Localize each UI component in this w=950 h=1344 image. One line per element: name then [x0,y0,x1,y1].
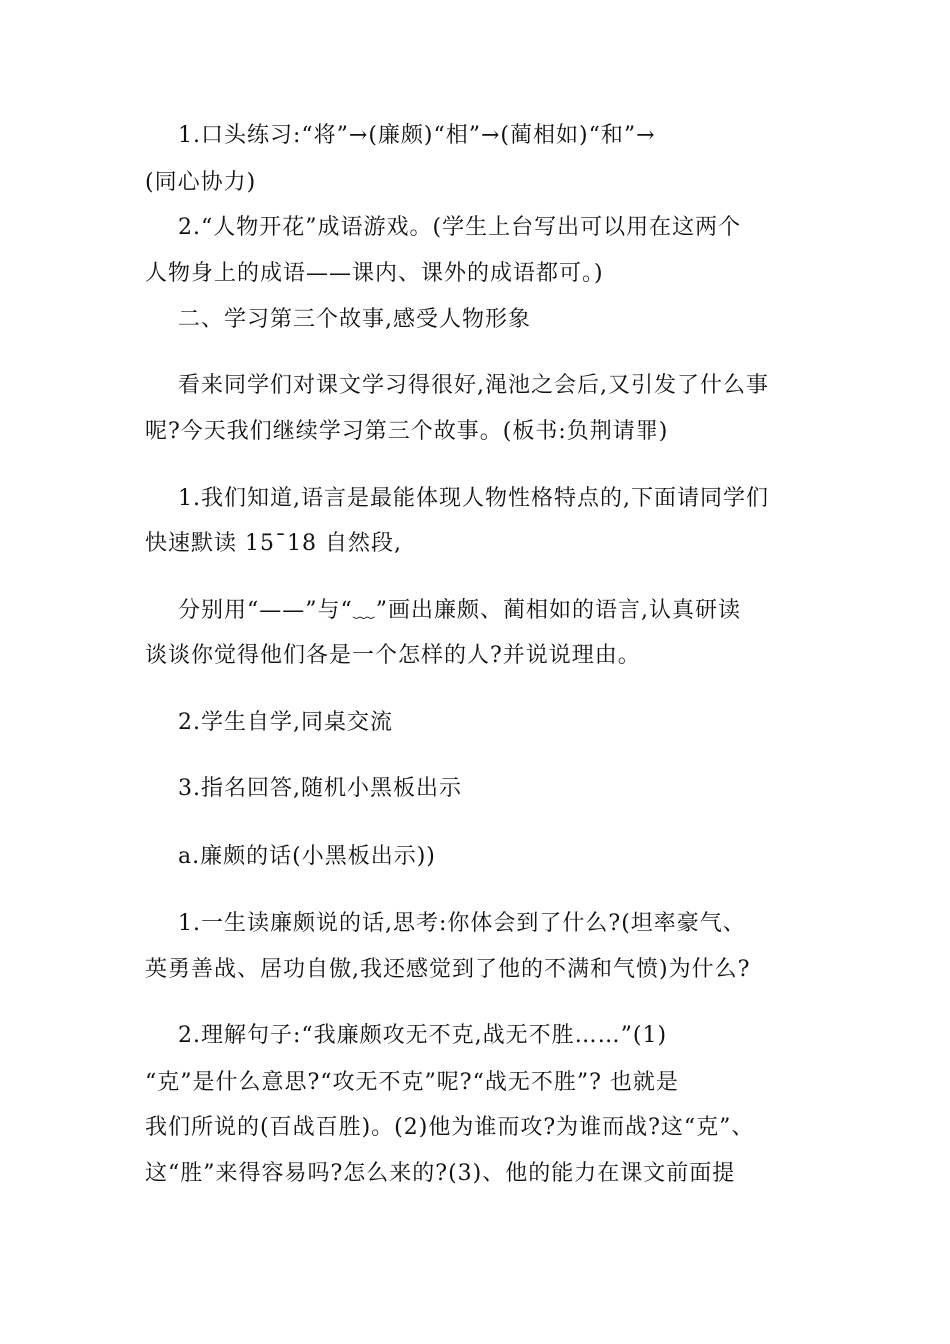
text-line-12: 2.学生自学,同桌交流 [178,710,393,735]
text-line-16: 英勇善战、居功自傲,我还感觉到了他的不满和气愤)为什么? [145,957,751,982]
text-line-6: 看来同学们对课文学习得很好,渑池之会后,又引发了什么事 [178,373,769,398]
text-line-7: 呢?今天我们继续学习第三个故事。(板书:负荆请罪) [145,419,669,444]
text-line-9: 快速默读 15¯18 自然段, [145,531,402,556]
text-line-8: 1.我们知道,语言是最能体现人物性格特点的,下面请同学们 [178,486,769,511]
text-line-10: 分别用“——”与“﹏”画出廉颇、蔺相如的语言,认真研读 [178,598,741,623]
text-line-15: 1.一生读廉颇说的话,思考:你体会到了什么?(坦率豪气、 [178,911,746,936]
text-line-14: a.廉颇的话(小黑板出示)) [178,844,436,869]
text-line-17: 2.理解句子:“我廉颇攻无不克,战无不胜……”(1) [178,1023,668,1048]
text-line-13: 3.指名回答,随机小黑板出示 [178,776,462,801]
text-line-20: 这“胜”来得容易吗?怎么来的?(3)、他的能力在课文前面提 [145,1161,736,1186]
text-line-4: 人物身上的成语——课内、课外的成语都可。) [145,261,604,286]
text-line-3: 2.“人物开花”成语游戏。(学生上台写出可以用在这两个 [178,215,742,240]
text-line-11: 谈谈你觉得他们各是一个怎样的人?并说说理由。 [145,643,641,668]
text-line-19: 我们所说的(百战百胜)。(2)他为谁而攻?为谁而战?这“克”、 [145,1115,755,1140]
section-heading: 二、学习第三个故事,感受人物形象 [178,307,531,332]
text-line-18: “克”是什么意思?“攻无不克”呢?“战无不胜”? 也就是 [145,1070,679,1095]
text-line-1: 1.口头练习:“将”→(廉颇)“相”→(蔺相如)“和”→ [178,123,656,148]
text-line-2: (同心协力) [145,170,257,195]
